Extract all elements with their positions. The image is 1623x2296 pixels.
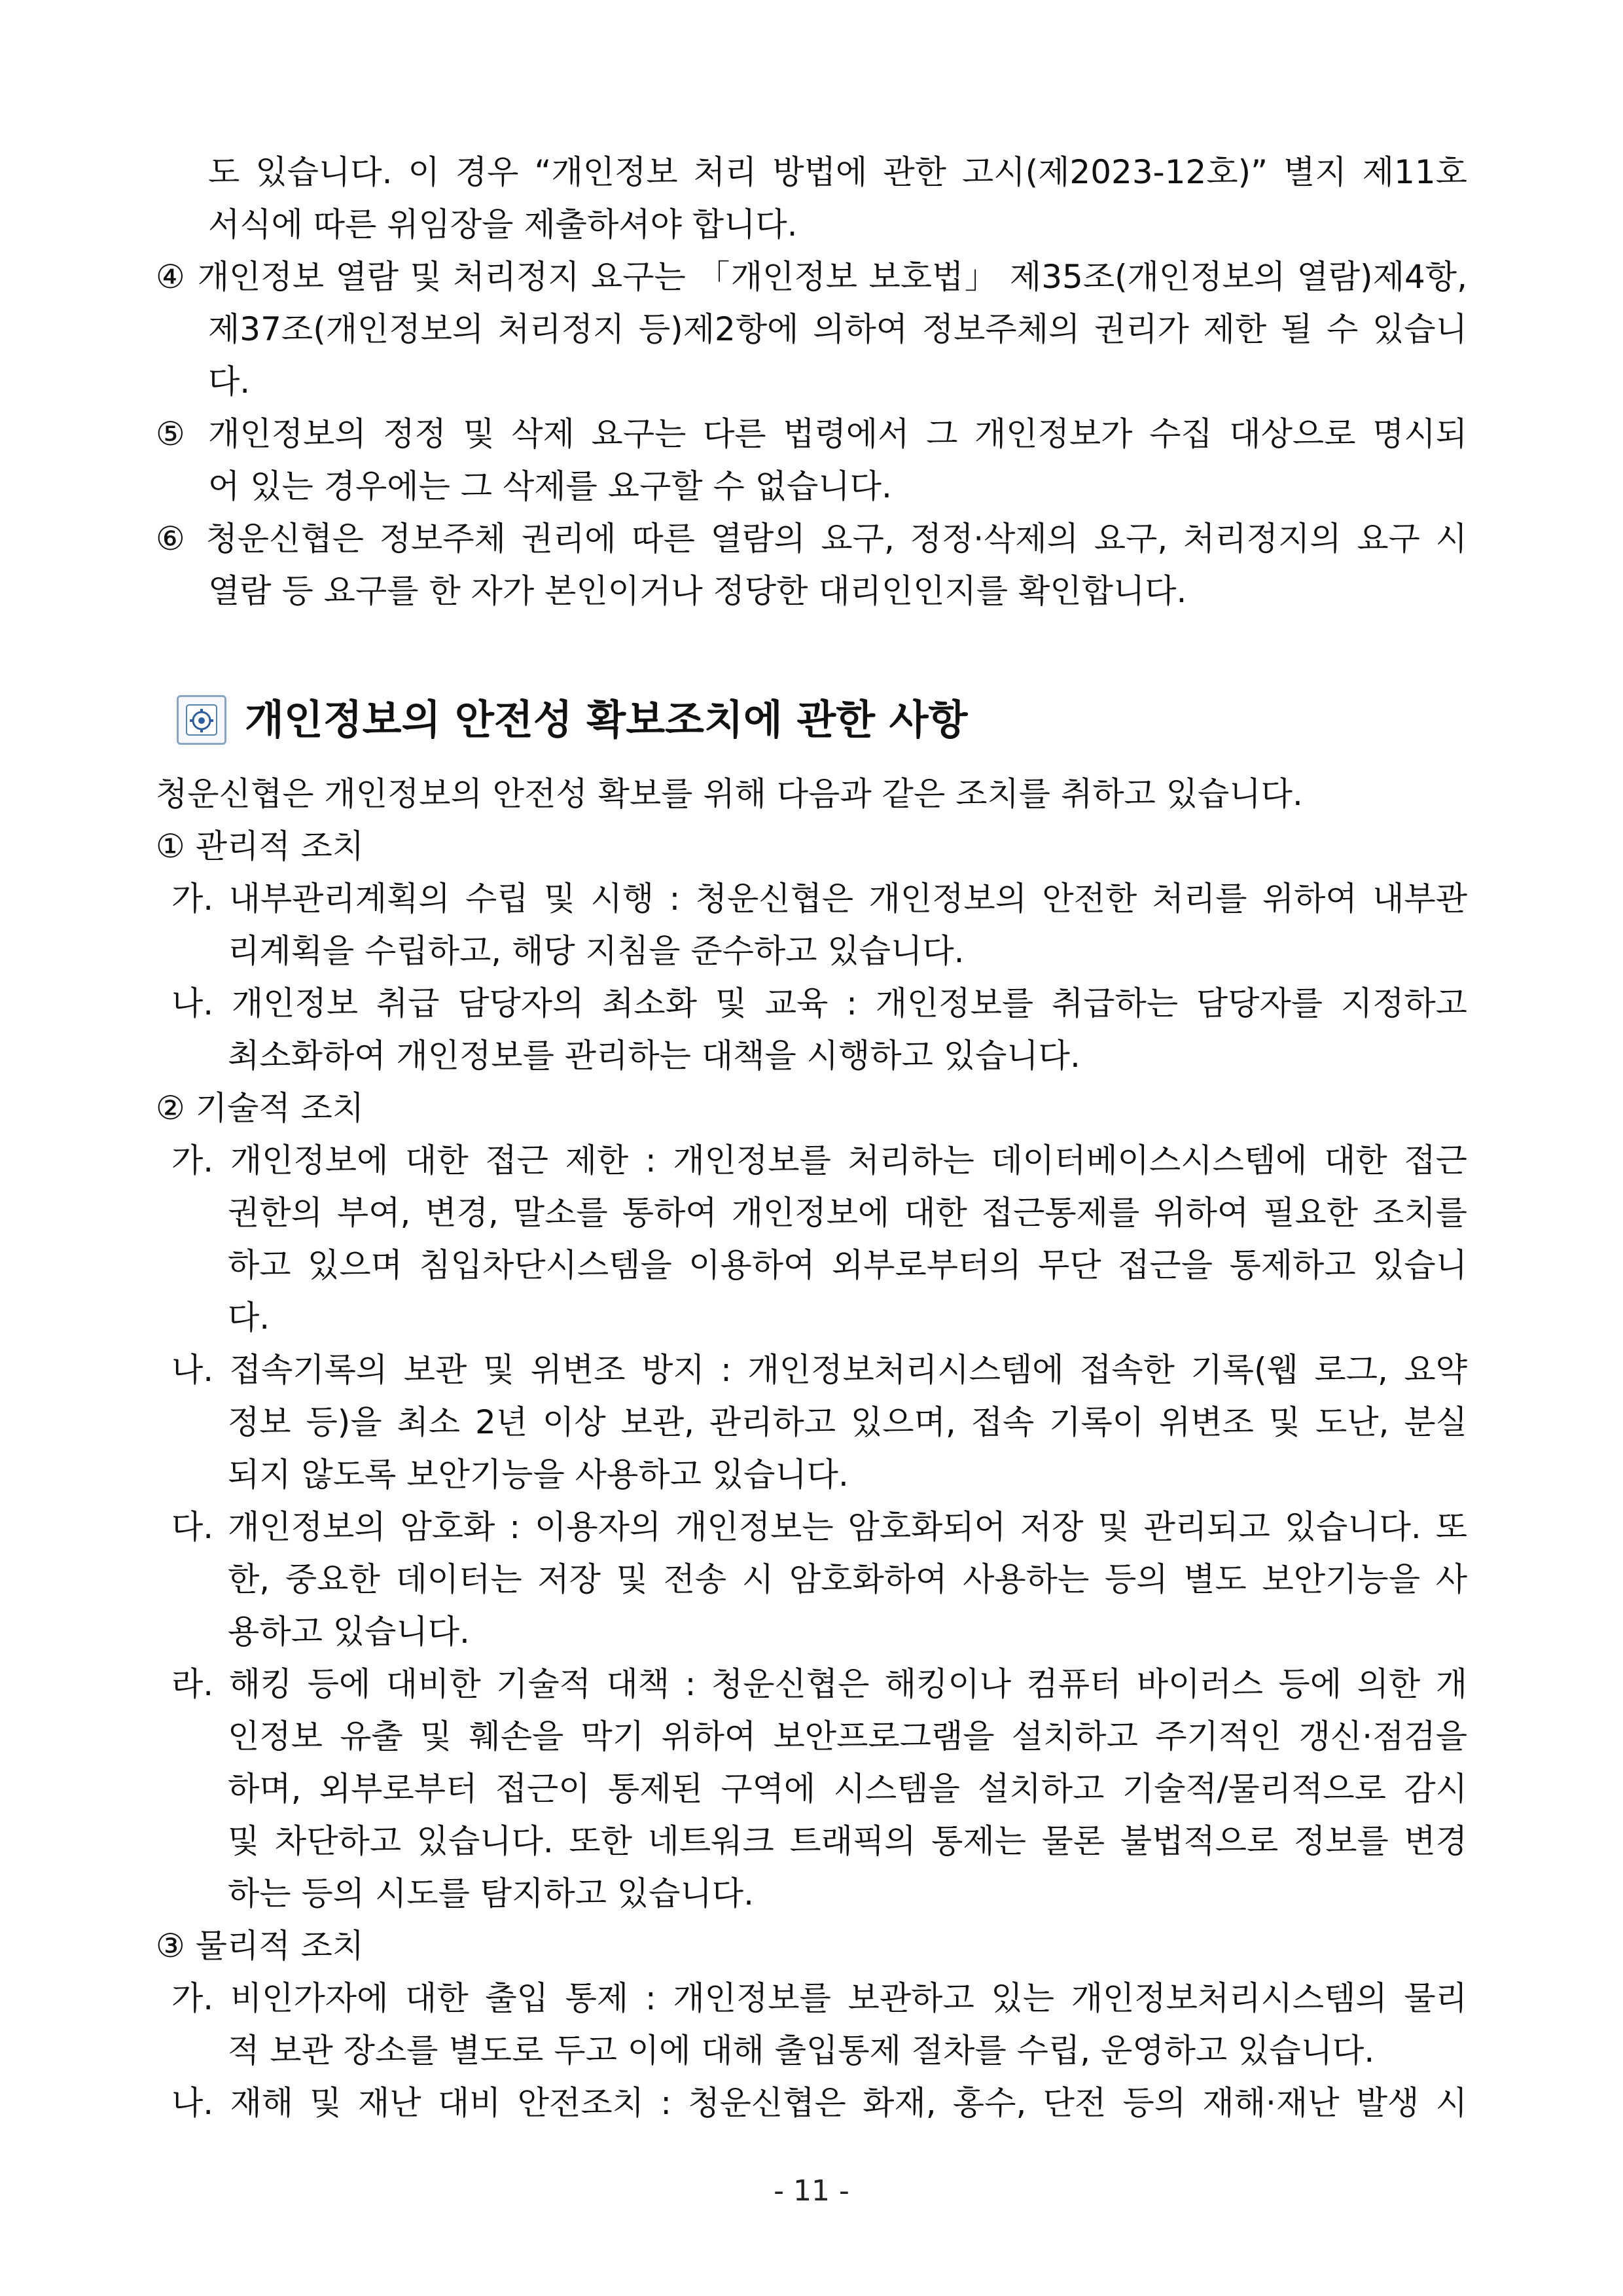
text-line: 도 있습니다. 이 경우 “개인정보 처리 방법에 관한 고시(제2023-12호)” 별지 제11호 — [208, 153, 1467, 191]
text-line: 라. 해킹 등에 대비한 기술적 대책 : 청운신협은 해킹이나 컴퓨터 바이러스 등에 의한 개 — [171, 1665, 1467, 1703]
text-line: 용하고 있습니다. — [228, 1613, 470, 1651]
text-line: ⑥ 청운신협은 정보주체 권리에 따른 열람의 요구, 정정·삭제의 요구, 처리정지의 요구 시 — [156, 520, 1467, 558]
text-line: ② 기술적 조치 — [156, 1089, 365, 1127]
text-line: 나. 접속기록의 보관 및 위변조 방지 : 개인정보처리시스템에 접속한 기록(웹 로그, 요약 — [171, 1351, 1467, 1389]
text-line: 한, 중요한 데이터는 저장 및 전송 시 암호화하여 사용하는 등의 별도 보안기능을 사 — [228, 1560, 1467, 1598]
section-title: 개인정보의 안전성 확보조치에 관한 사항 — [245, 696, 968, 744]
text-line: 다. — [228, 1299, 270, 1336]
text-line: 리계획을 수립하고, 해당 지침을 준수하고 있습니다. — [228, 932, 965, 970]
text-line: 적 보관 장소를 별도로 두고 이에 대해 출입통제 절차를 수립, 운영하고 있습니다. — [228, 2032, 1375, 2070]
text-line: 가. 내부관리계획의 수립 및 시행 : 청운신협은 개인정보의 안전한 처리를 위하여 내부관 — [171, 880, 1467, 918]
text-line: 하는 등의 시도를 탐지하고 있습니다. — [228, 1874, 754, 1912]
text-line: 열람 등 요구를 한 자가 본인이거나 정당한 대리인인지를 확인합니다. — [208, 572, 1187, 610]
settings-document-icon — [177, 695, 226, 745]
text-line: 제37조(개인정보의 처리정지 등)제2항에 의하여 정보주체의 권리가 제한 될 수 있습니 — [208, 310, 1467, 348]
text-line: 가. 비인가자에 대한 출입 통제 : 개인정보를 보관하고 있는 개인정보처리시스템의 물리 — [171, 1979, 1467, 2017]
text-line: 나. 재해 및 재난 대비 안전조치 : 청운신협은 화재, 홍수, 단전 등의 재해·재난 발생 시 — [171, 2084, 1467, 2122]
text-line: 정보 등)을 최소 2년 이상 보관, 관리하고 있으며, 접속 기록이 위변조 및 도난, 분실 — [228, 1403, 1467, 1441]
text-line: 되지 않도록 보안기능을 사용하고 있습니다. — [228, 1456, 849, 1494]
text-line: 및 차단하고 있습니다. 또한 네트워크 트래픽의 통제는 물론 불법적으로 정보를 변경 — [228, 1822, 1467, 1860]
text-line: ③ 물리적 조치 — [156, 1927, 365, 1965]
text-line: 청운신협은 개인정보의 안전성 확보를 위해 다음과 같은 조치를 취하고 있습니다. — [156, 775, 1303, 813]
text-line: 가. 개인정보에 대한 접근 제한 : 개인정보를 처리하는 데이터베이스시스템에 대한 접근 — [171, 1141, 1467, 1179]
text-line: 하고 있으며 침입차단시스템을 이용하여 외부로부터의 무단 접근을 통제하고 있습니 — [228, 1246, 1467, 1284]
text-line: 인정보 유출 및 훼손을 막기 위하여 보안프로그램을 설치하고 주기적인 갱신·점검을 — [228, 1717, 1467, 1755]
text-line: ⑤ 개인정보의 정정 및 삭제 요구는 다른 법령에서 그 개인정보가 수집 대상으로 명시되 — [156, 415, 1467, 453]
section-heading — [177, 687, 968, 753]
text-line: 하며, 외부로부터 접근이 통제된 구역에 시스템을 설치하고 기술적/물리적으로 감시 — [228, 1770, 1467, 1808]
text-line: 권한의 부여, 변경, 말소를 통하여 개인정보에 대한 접근통제를 위하여 필요한 조치를 — [228, 1194, 1467, 1232]
text-line: 다. — [208, 363, 251, 401]
text-line: 나. 개인정보 취급 담당자의 최소화 및 교육 : 개인정보를 취급하는 담당자를 지정하고 — [171, 984, 1467, 1022]
text-line: 다. 개인정보의 암호화 : 이용자의 개인정보는 암호화되어 저장 및 관리되고 있습니다. 또 — [171, 1508, 1467, 1546]
page-number: - 11 - — [774, 2174, 849, 2208]
text-line: 최소화하여 개인정보를 관리하는 대책을 시행하고 있습니다. — [228, 1037, 1080, 1075]
text-line: ④ 개인정보 열람 및 처리정지 요구는 「개인정보 보호법」 제35조(개인정보의 열람)제4항, — [156, 258, 1467, 296]
text-line: 어 있는 경우에는 그 삭제를 요구할 수 없습니다. — [208, 467, 892, 505]
text-line: ① 관리적 조치 — [156, 827, 365, 865]
text-line: 서식에 따른 위임장을 제출하셔야 합니다. — [208, 206, 798, 243]
